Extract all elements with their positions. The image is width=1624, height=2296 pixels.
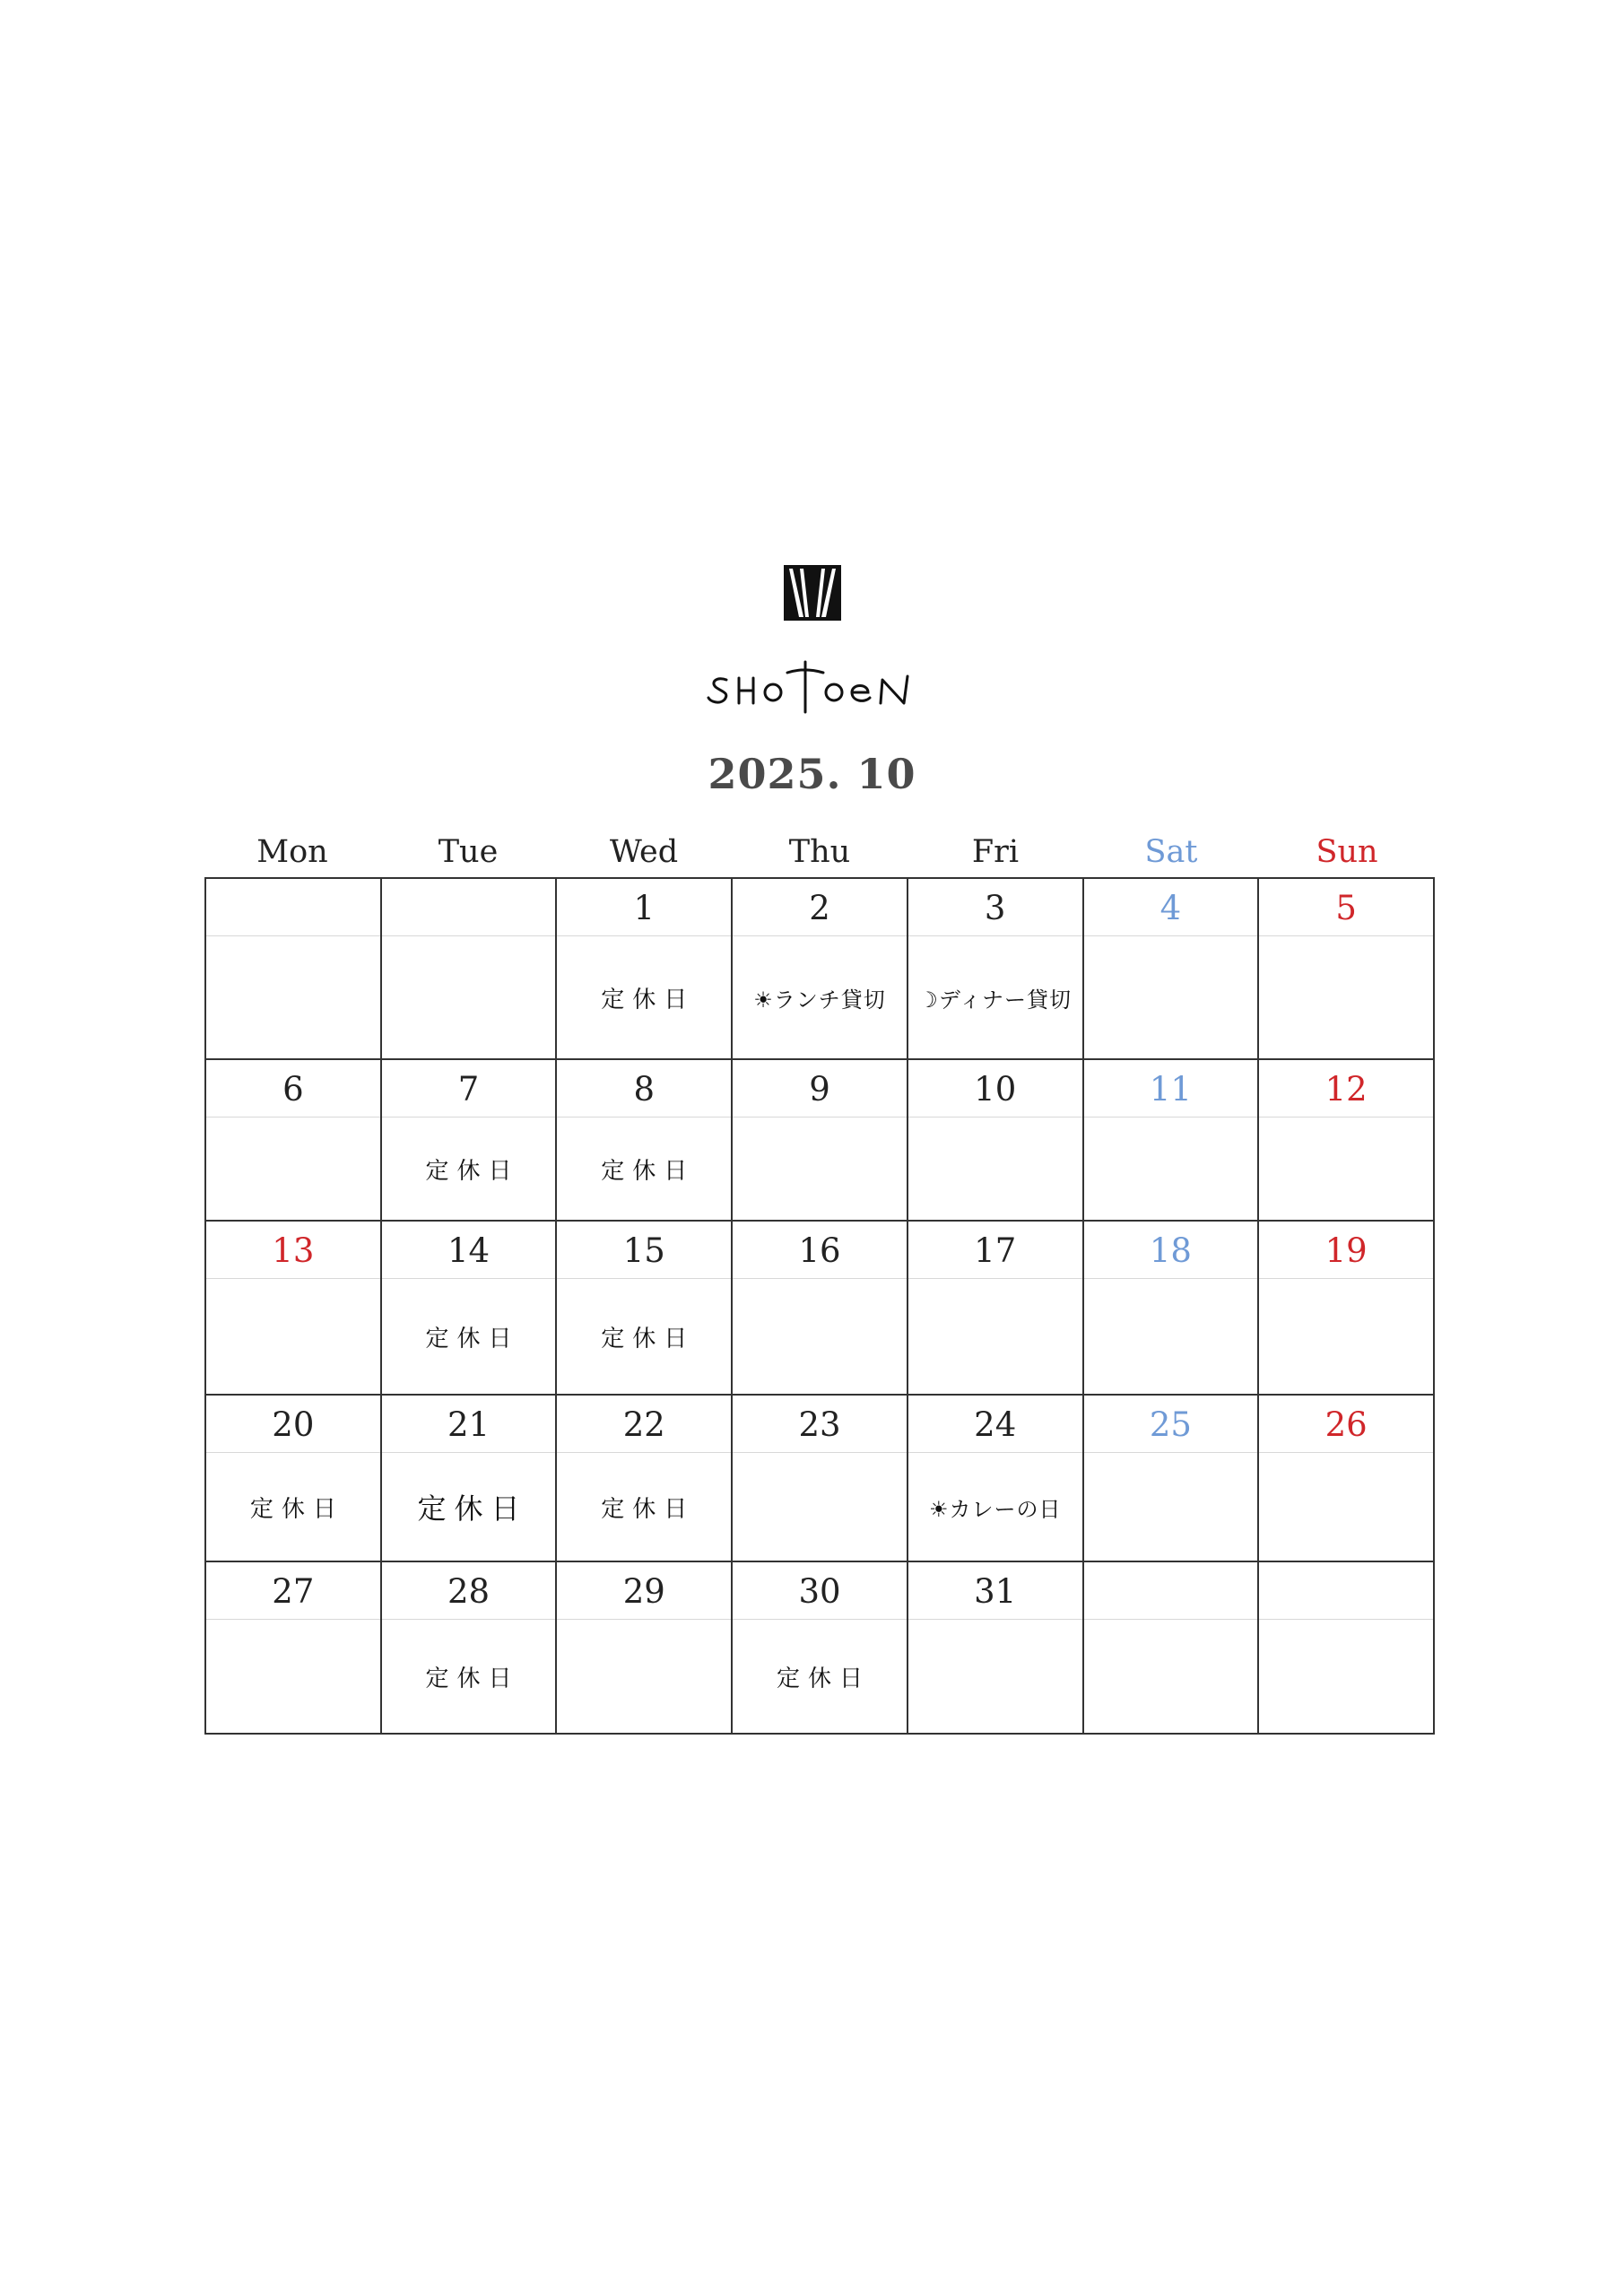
- calendar-week: [206, 1562, 1435, 1735]
- day-number: 4: [1084, 879, 1258, 936]
- day-note: ☀カレーの日: [928, 1496, 1062, 1522]
- day-cell: [908, 1562, 1084, 1735]
- day-note: [1259, 1620, 1433, 1733]
- day-number: 1: [557, 879, 731, 936]
- day-number: 28: [382, 1562, 556, 1620]
- day-note: ☽ディナー貸切: [918, 987, 1072, 1013]
- calendar-week: [206, 1396, 1435, 1562]
- day-cell: [382, 1396, 558, 1562]
- day-number: 5: [1259, 879, 1433, 936]
- day-cell: [1259, 1396, 1435, 1562]
- day-cell: [557, 1562, 733, 1735]
- day-cell: [382, 879, 558, 1060]
- day-number: 22: [557, 1396, 731, 1453]
- day-note: ☀ランチ貸切: [753, 987, 886, 1013]
- day-cell: [908, 1060, 1084, 1222]
- day-number: 27: [206, 1562, 380, 1620]
- day-note: [733, 1118, 907, 1220]
- day-cell: [382, 1562, 558, 1735]
- day-note: [908, 1620, 1082, 1733]
- day-number: [382, 879, 556, 936]
- day-note: 定休日: [776, 1665, 871, 1692]
- day-note: 定休日: [601, 986, 696, 1013]
- day-note: [1084, 1118, 1258, 1220]
- day-note: 定休日: [601, 1157, 696, 1185]
- day-note: [382, 936, 556, 1058]
- calendar-grid: [204, 877, 1435, 1735]
- day-cell: [1259, 1060, 1435, 1222]
- day-number: 23: [733, 1396, 907, 1453]
- day-cell: [206, 879, 382, 1060]
- fan-mark-icon: [784, 565, 841, 621]
- day-cell: [908, 1396, 1084, 1562]
- day-number: 25: [1084, 1396, 1258, 1453]
- day-note: [206, 1118, 380, 1220]
- day-note: 定休日: [601, 1325, 696, 1352]
- day-number: 3: [908, 879, 1082, 936]
- day-note: 定休日: [249, 1495, 344, 1523]
- day-cell: [557, 879, 733, 1060]
- day-number: 17: [908, 1222, 1082, 1279]
- day-number: 2: [733, 879, 907, 936]
- day-number: 8: [557, 1060, 731, 1118]
- day-note: 定休日: [425, 1325, 520, 1352]
- day-note: [1084, 1279, 1258, 1394]
- day-note: [1084, 1453, 1258, 1561]
- day-cell: [1259, 879, 1435, 1060]
- day-note: [733, 1279, 907, 1394]
- day-cell: [733, 1060, 908, 1222]
- day-note: [908, 1279, 1082, 1394]
- brand-logo: [0, 565, 1624, 716]
- day-note: [206, 1279, 380, 1394]
- day-cell: [1259, 1222, 1435, 1396]
- day-number: [1259, 1562, 1433, 1620]
- day-note: [1084, 1620, 1258, 1733]
- day-number: 24: [908, 1396, 1082, 1453]
- day-cell: [206, 1060, 382, 1222]
- day-note: [1084, 936, 1258, 1058]
- calendar-week: [206, 1222, 1435, 1396]
- weekday-sat: Sat: [1144, 834, 1198, 870]
- day-note: [1259, 1453, 1433, 1561]
- day-number: 30: [733, 1562, 907, 1620]
- weekday-mon: Mon: [256, 834, 328, 870]
- day-number: 18: [1084, 1222, 1258, 1279]
- day-number: 21: [382, 1396, 556, 1453]
- weekday-thu: Thu: [788, 834, 851, 870]
- day-cell: [908, 1222, 1084, 1396]
- wordmark-logo: [705, 653, 920, 716]
- day-cell: [733, 1562, 908, 1735]
- day-cell: [382, 1060, 558, 1222]
- calendar-title: 2025. 10: [708, 750, 916, 798]
- day-cell: [1259, 1562, 1435, 1735]
- day-number: 11: [1084, 1060, 1258, 1118]
- day-note: 定休日: [417, 1492, 528, 1526]
- day-note: [206, 936, 380, 1058]
- day-cell: [733, 1222, 908, 1396]
- day-number: 29: [557, 1562, 731, 1620]
- calendar-week: [206, 1060, 1435, 1222]
- weekday-wed: Wed: [609, 834, 679, 870]
- day-number: 14: [382, 1222, 556, 1279]
- day-number: 19: [1259, 1222, 1433, 1279]
- day-note: [1259, 1279, 1433, 1394]
- day-cell: [557, 1396, 733, 1562]
- day-cell: [206, 1222, 382, 1396]
- day-cell: [1084, 879, 1260, 1060]
- day-cell: [1084, 1562, 1260, 1735]
- day-cell: [733, 879, 908, 1060]
- day-number: 13: [206, 1222, 380, 1279]
- day-cell: [908, 879, 1084, 1060]
- weekday-header-row: [204, 825, 1435, 879]
- day-cell: [382, 1222, 558, 1396]
- day-cell: [557, 1060, 733, 1222]
- day-number: 12: [1259, 1060, 1433, 1118]
- day-note: [557, 1620, 731, 1733]
- day-number: 31: [908, 1562, 1082, 1620]
- day-note: [1259, 936, 1433, 1058]
- calendar-week: [206, 879, 1435, 1060]
- weekday-tue: Tue: [438, 834, 499, 870]
- day-cell: [1084, 1060, 1260, 1222]
- day-note: [1259, 1118, 1433, 1220]
- day-number: 6: [206, 1060, 380, 1118]
- day-note: [733, 1453, 907, 1561]
- day-number: [206, 879, 380, 936]
- day-cell: [557, 1222, 733, 1396]
- day-number: [1084, 1562, 1258, 1620]
- day-number: 16: [733, 1222, 907, 1279]
- day-note: 定休日: [425, 1665, 520, 1692]
- day-number: 20: [206, 1396, 380, 1453]
- day-number: 10: [908, 1060, 1082, 1118]
- day-number: 7: [382, 1060, 556, 1118]
- day-number: 26: [1259, 1396, 1433, 1453]
- day-number: 15: [557, 1222, 731, 1279]
- day-cell: [206, 1562, 382, 1735]
- day-note: [206, 1620, 380, 1733]
- day-cell: [1084, 1396, 1260, 1562]
- day-cell: [1084, 1222, 1260, 1396]
- day-note: 定休日: [601, 1495, 696, 1523]
- day-note: [908, 1118, 1082, 1220]
- weekday-fri: Fri: [971, 834, 1020, 870]
- day-note: 定休日: [425, 1157, 520, 1185]
- day-cell: [206, 1396, 382, 1562]
- weekday-sun: Sun: [1316, 834, 1378, 870]
- day-cell: [733, 1396, 908, 1562]
- day-number: 9: [733, 1060, 907, 1118]
